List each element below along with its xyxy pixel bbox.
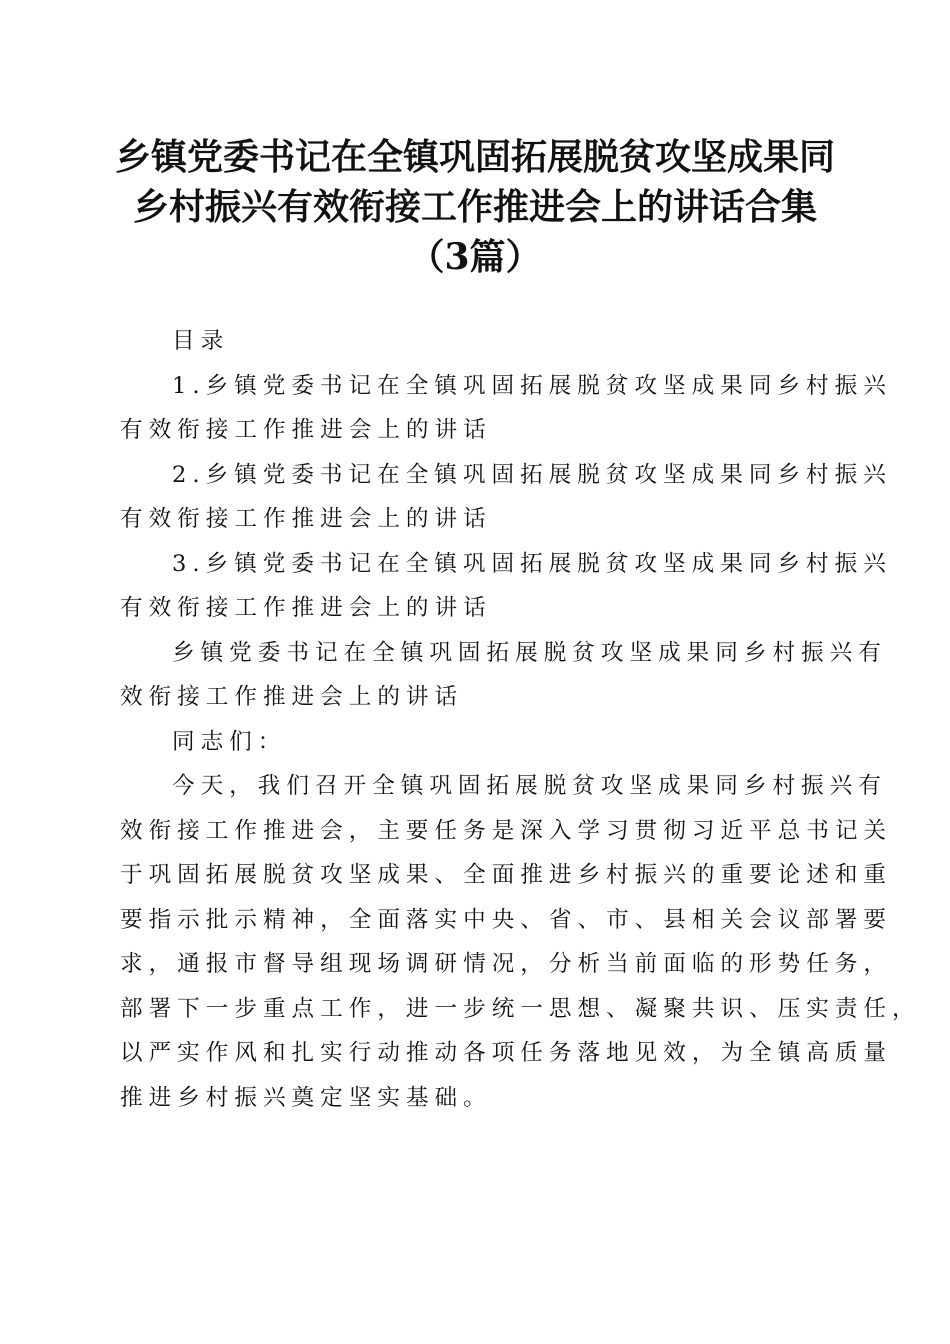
paragraph-line: 求，通报市督导组现场调研情况，分析当前面临的形势任务， <box>120 951 893 977</box>
toc-item-3-line-2: 有效衔接工作推进会上的讲话 <box>120 595 492 621</box>
paragraph-line: 于巩固拓展脱贫攻坚成果、全面推进乡村振兴的重要论述和重 <box>120 862 893 888</box>
document-body <box>120 319 921 1120</box>
title-line-1: 乡镇党委书记在全镇巩固拓展脱贫攻坚成果同 <box>114 136 835 178</box>
toc-item-1-line-2: 有效衔接工作推进会上的讲话 <box>120 417 492 443</box>
toc-item-3-line-1: 3.乡镇党委书记在全镇巩固拓展脱贫攻坚成果同乡村振兴 <box>172 550 892 577</box>
paragraph-line: 部署下一步重点工作，进一步统一思想、凝聚共识、压实责任， <box>120 995 921 1022</box>
paragraph-line: 要指示批示精神，全面落实中央、省、市、县相关会议部署要 <box>120 906 893 933</box>
title-line-2: 乡村振兴有效衔接工作推进会上的讲话合集 <box>132 186 817 228</box>
toc-item-2-line-2: 有效衔接工作推进会上的讲话 <box>120 506 492 532</box>
title-line-3: （3篇） <box>408 236 542 278</box>
toc-item-1-line-1: 1.乡镇党委书记在全镇巩固拓展脱贫攻坚成果同乡村振兴 <box>172 372 892 399</box>
toc-heading: 目录 <box>172 328 230 354</box>
salutation: 同志们： <box>172 728 287 755</box>
speech-heading-line-2: 效衔接工作推进会上的讲话 <box>120 684 464 710</box>
speech-heading-line-1: 乡镇党委书记在全镇巩固拓展脱贫攻坚成果同乡村振兴有 <box>172 639 887 666</box>
paragraph-line: 以严实作风和扎实行动推动各项任务落地见效，为全镇高质量 <box>120 1040 893 1066</box>
paragraph-line: 推进乡村振兴奠定坚实基础。 <box>120 1084 492 1111</box>
document-title <box>100 132 850 282</box>
toc-item-2-line-1: 2.乡镇党委书记在全镇巩固拓展脱贫攻坚成果同乡村振兴 <box>172 461 892 488</box>
paragraph-line: 今天，我们召开全镇巩固拓展脱贫攻坚成果同乡村振兴有 <box>172 773 887 799</box>
paragraph-line: 效衔接工作推进会，主要任务是深入学习贯彻习近平总书记关 <box>120 817 893 844</box>
